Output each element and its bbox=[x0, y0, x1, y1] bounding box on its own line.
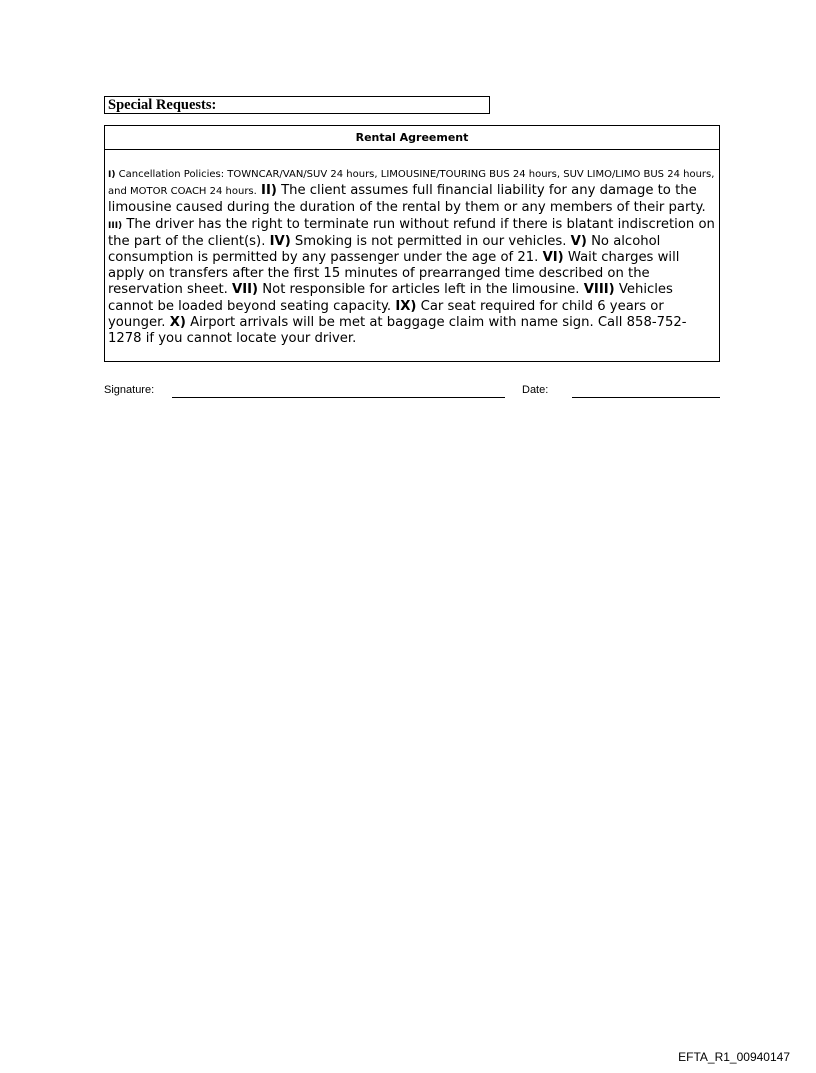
clause-9-number: IX) bbox=[395, 298, 417, 314]
clause-5-number: V) bbox=[570, 233, 587, 249]
signature-label: Signature: bbox=[104, 384, 155, 396]
clause-6-number: VI) bbox=[542, 250, 564, 266]
special-requests-field[interactable] bbox=[104, 96, 490, 114]
clause-4-number: IV) bbox=[269, 233, 291, 249]
signature-row bbox=[104, 382, 720, 402]
clause-3-number: III) bbox=[108, 220, 123, 231]
clause-8-number: VIII) bbox=[583, 282, 615, 298]
clause-9-text: Car seat required for child 6 years or younger. bbox=[108, 298, 664, 330]
rental-agreement-box bbox=[104, 125, 720, 362]
clause-1-number: I) bbox=[108, 170, 116, 180]
rental-agreement-title: Rental Agreement bbox=[105, 126, 719, 150]
clause-10-text: Airport arrivals will be met at baggage claim with name sign. Call 858-752-1278 if you cannot locate your driver. bbox=[108, 314, 687, 347]
clause-7-number: VII) bbox=[232, 282, 259, 298]
clause-8-text: Vehicles cannot be loaded beyond seating capacity. bbox=[108, 282, 673, 314]
clause-6-text: Wait charges will apply on transfers after the first 15 minutes of prearranged time described on the reservation sheet. bbox=[108, 250, 680, 298]
document-id: EFTA_R1_00940147 bbox=[678, 1050, 790, 1064]
clause-5-text: No alcohol consumption is permitted by any passenger under the age of 21. bbox=[108, 233, 661, 266]
clause-2-text: The client assumes full financial liability for any damage to the limousine caused during the duration of the rental by them or any members of their party. bbox=[108, 183, 706, 216]
special-requests-label: Special Requests: bbox=[108, 97, 217, 113]
clause-3-text: The driver has the right to terminate run without refund if there is blatant indiscretion on the part of the client(s). bbox=[108, 216, 715, 249]
rental-agreement-text bbox=[105, 150, 719, 347]
clause-1-text: Cancellation Policies: TOWNCAR/VAN/SUV 24 hours, LIMOUSINE/TOURING BUS 24 hours, SUV LIMO/LIMO BUS 24 hours, and MOTOR COACH 24 hours. bbox=[108, 169, 715, 198]
date-line[interactable] bbox=[572, 397, 720, 398]
clause-4-text: Smoking is not permitted in our vehicles. bbox=[290, 233, 567, 249]
signature-line[interactable] bbox=[172, 397, 505, 398]
clause-2-number: II) bbox=[261, 183, 277, 199]
clause-7-text: Not responsible for articles left in the limousine. bbox=[258, 282, 580, 298]
clause-10-number: X) bbox=[169, 314, 186, 330]
date-label: Date: bbox=[522, 384, 549, 396]
